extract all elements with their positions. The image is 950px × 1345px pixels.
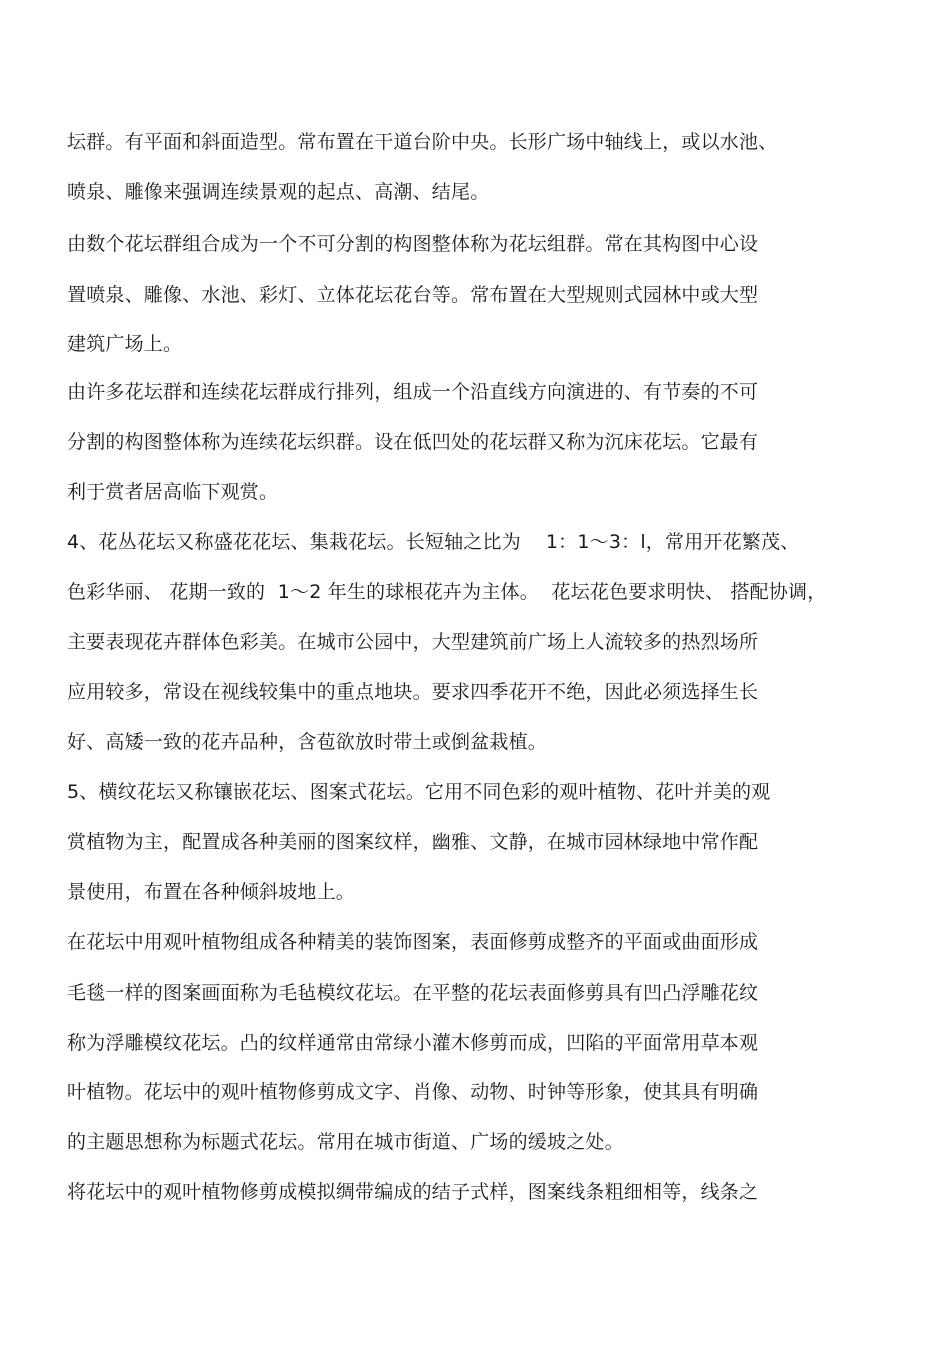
- text-line: 由数个花坛群组合成为一个不可分割的构图整体称为花坛组群。常在其构图中心设: [67, 233, 759, 255]
- text-line: 置喷泉、雕像、水池、彩灯、立体花坛花台等。常布置在大型规则式园林中或大型: [67, 284, 759, 306]
- text-line: 赏植物为主，配置成各种美丽的图案纹样，幽雅、文静，在城市园林绿地中常作配: [67, 831, 759, 853]
- text-line: 应用较多，常设在视线较集中的重点地块。要求四季花开不绝，因此必须选择生长: [67, 681, 759, 703]
- text-line: 的主题思想称为标题式花坛。常用在城市街道、广场的缓坡之处。: [67, 1131, 624, 1153]
- text-line: 分割的构图整体称为连续花坛织群。设在低凹处的花坛群又称为沉床花坛。它最有: [67, 431, 759, 453]
- text-line: 景使用，布置在各种倾斜坡地上。: [67, 881, 356, 903]
- text-line: 5、横纹花坛又称镶嵌花坛、图案式花坛。它用不同色彩的观叶植物、花叶并美的观: [67, 781, 771, 803]
- text-line: 好、高矮一致的花卉品种，含苞欲放时带土或倒盆栽植。: [67, 731, 548, 753]
- text-line: 在花坛中用观叶植物组成各种精美的装饰图案，表面修剪成整齐的平面或曲面形成: [67, 931, 759, 953]
- text-line: 喷泉、雕像来强调连续景观的起点、高潮、结尾。: [67, 181, 490, 203]
- text-line: 将花坛中的观叶植物修剪成模拟绸带编成的结子式样，图案线条粗细相等，线条之: [67, 1181, 759, 1203]
- text-line: 由许多花坛群和连续花坛群成行排列，组成一个沿直线方向演进的、有节奏的不可: [67, 381, 759, 403]
- text-line: 色彩华丽、 花期一致的 1～2 年生的球根花卉为主体。 花坛花色要求明快、 搭配协调，: [67, 581, 827, 603]
- text-line: 主要表现花卉群体色彩美。在城市公园中，大型建筑前广场上人流较多的热烈场所: [67, 631, 759, 653]
- text-line: 4、花丛花坛又称盛花花坛、集栽花坛。长短轴之比为 1：1～3：l，常用开花繁茂、: [67, 531, 800, 553]
- text-line: 建筑广场上。: [67, 333, 183, 355]
- text-line: 毛毯一样的图案画面称为毛毡模纹花坛。在平整的花坛表面修剪具有凹凸浮雕花纹: [67, 982, 759, 1004]
- text-line: 利于赏者居高临下观赏。: [67, 481, 279, 503]
- text-line: 坛群。有平面和斜面造型。常布置在干道台阶中央。长形广场中轴线上，或以水池、: [67, 131, 778, 153]
- text-line: 称为浮雕模纹花坛。凸的纹样通常由常绿小灌木修剪而成，凹陷的平面常用草本观: [67, 1032, 759, 1054]
- text-line: 叶植物。花坛中的观叶植物修剪成文字、肖像、动物、时钟等形象，使其具有明确: [67, 1081, 759, 1103]
